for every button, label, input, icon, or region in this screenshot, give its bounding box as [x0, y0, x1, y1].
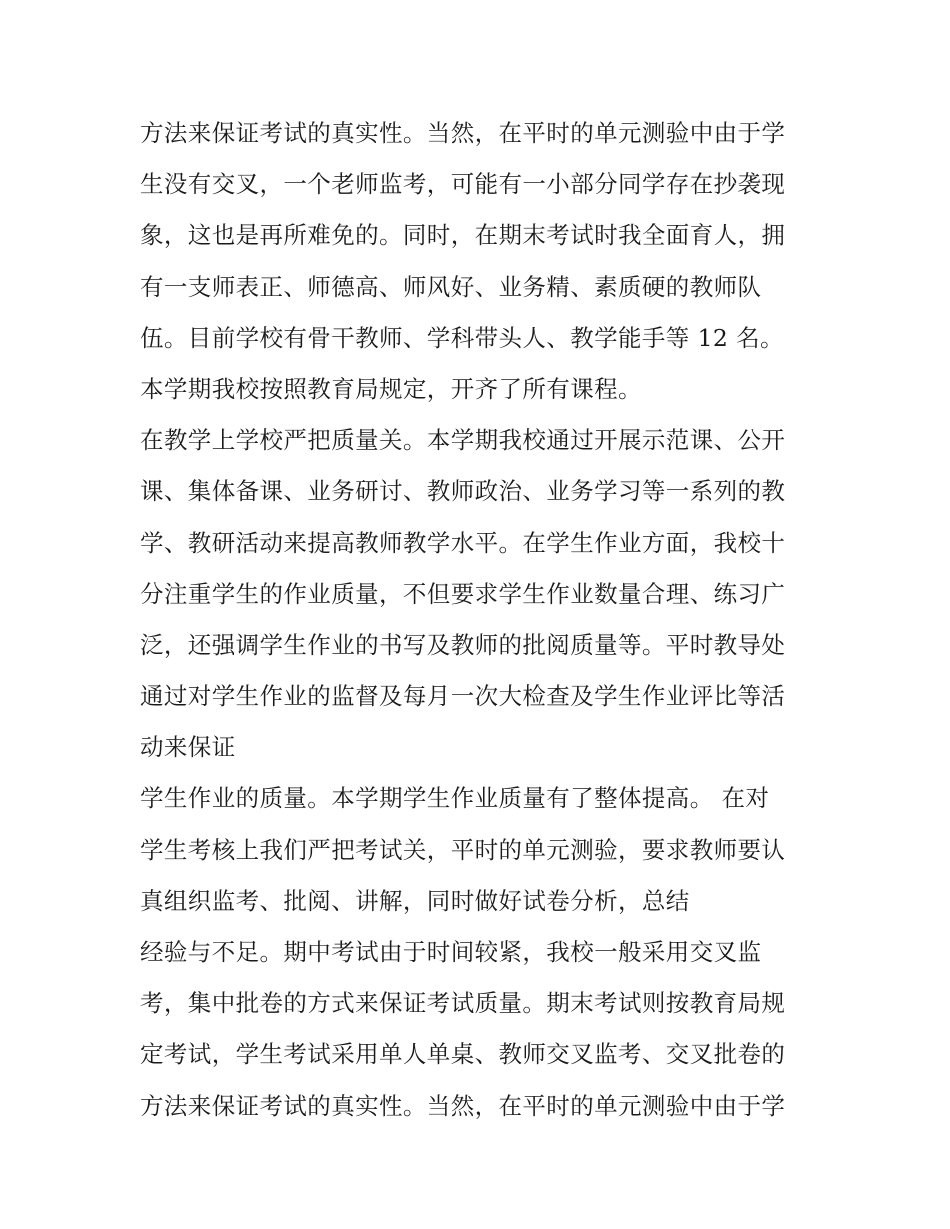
text-line: 定考试，学生考试采用单人单桌、教师交叉监考、交叉批卷的	[140, 1040, 786, 1069]
text-line: 分注重学生的作业质量，不但要求学生作业数量合理、练习广	[140, 579, 786, 608]
text-line: 学生考核上我们严把考试关，平时的单元测验，要求教师要认	[140, 835, 786, 864]
text-line: 方法来保证考试的真实性。当然，在平时的单元测验中由于学	[140, 1091, 786, 1120]
text-line: 学生作业的质量。本学期学生作业质量有了整体提高。 在对	[140, 784, 770, 813]
text-line: 经验与不足。期中考试由于时间较紧，我校一般采用交叉监	[140, 938, 762, 966]
text-line: 真组织监考、批阅、讲解，同时做好试卷分析，总结	[140, 886, 690, 915]
document-body	[140, 108, 820, 1132]
text-line: 生没有交叉，一个老师监考，可能有一小部分同学存在抄袭现	[140, 170, 786, 199]
text-line: 学、教研活动来提高教师教学水平。在学生作业方面，我校十	[140, 528, 786, 557]
text-line: 本学期我校按照教育局规定，开齐了所有课程。	[140, 374, 642, 403]
text-line: 课、集体备课、业务研讨、教师政治、业务学习等一系列的教	[140, 477, 786, 506]
text-line: 伍。目前学校有骨干教师、学科带头人、教学能手等 12 名。	[140, 323, 784, 352]
text-line: 泛，还强调学生作业的书写及教师的批阅质量等。平时教导处	[140, 630, 786, 659]
text-line: 通过对学生作业的监督及每月一次大检查及学生作业评比等活	[140, 682, 786, 711]
text-line: 在教学上学校严把质量关。本学期我校通过开展示范课、公开	[140, 426, 786, 455]
text-line: 方法来保证考试的真实性。当然，在平时的单元测验中由于学	[140, 119, 786, 147]
text-line: 象，这也是再所难免的。同时，在期末考试时我全面育人，拥	[140, 221, 786, 250]
text-line: 考，集中批卷的方式来保证考试质量。期末考试则按教育局规	[140, 989, 786, 1018]
text-line: 有一支师表正、师德高、师风好、业务精、素质硬的教师队	[140, 272, 762, 301]
text-line: 动来保证	[140, 733, 236, 762]
